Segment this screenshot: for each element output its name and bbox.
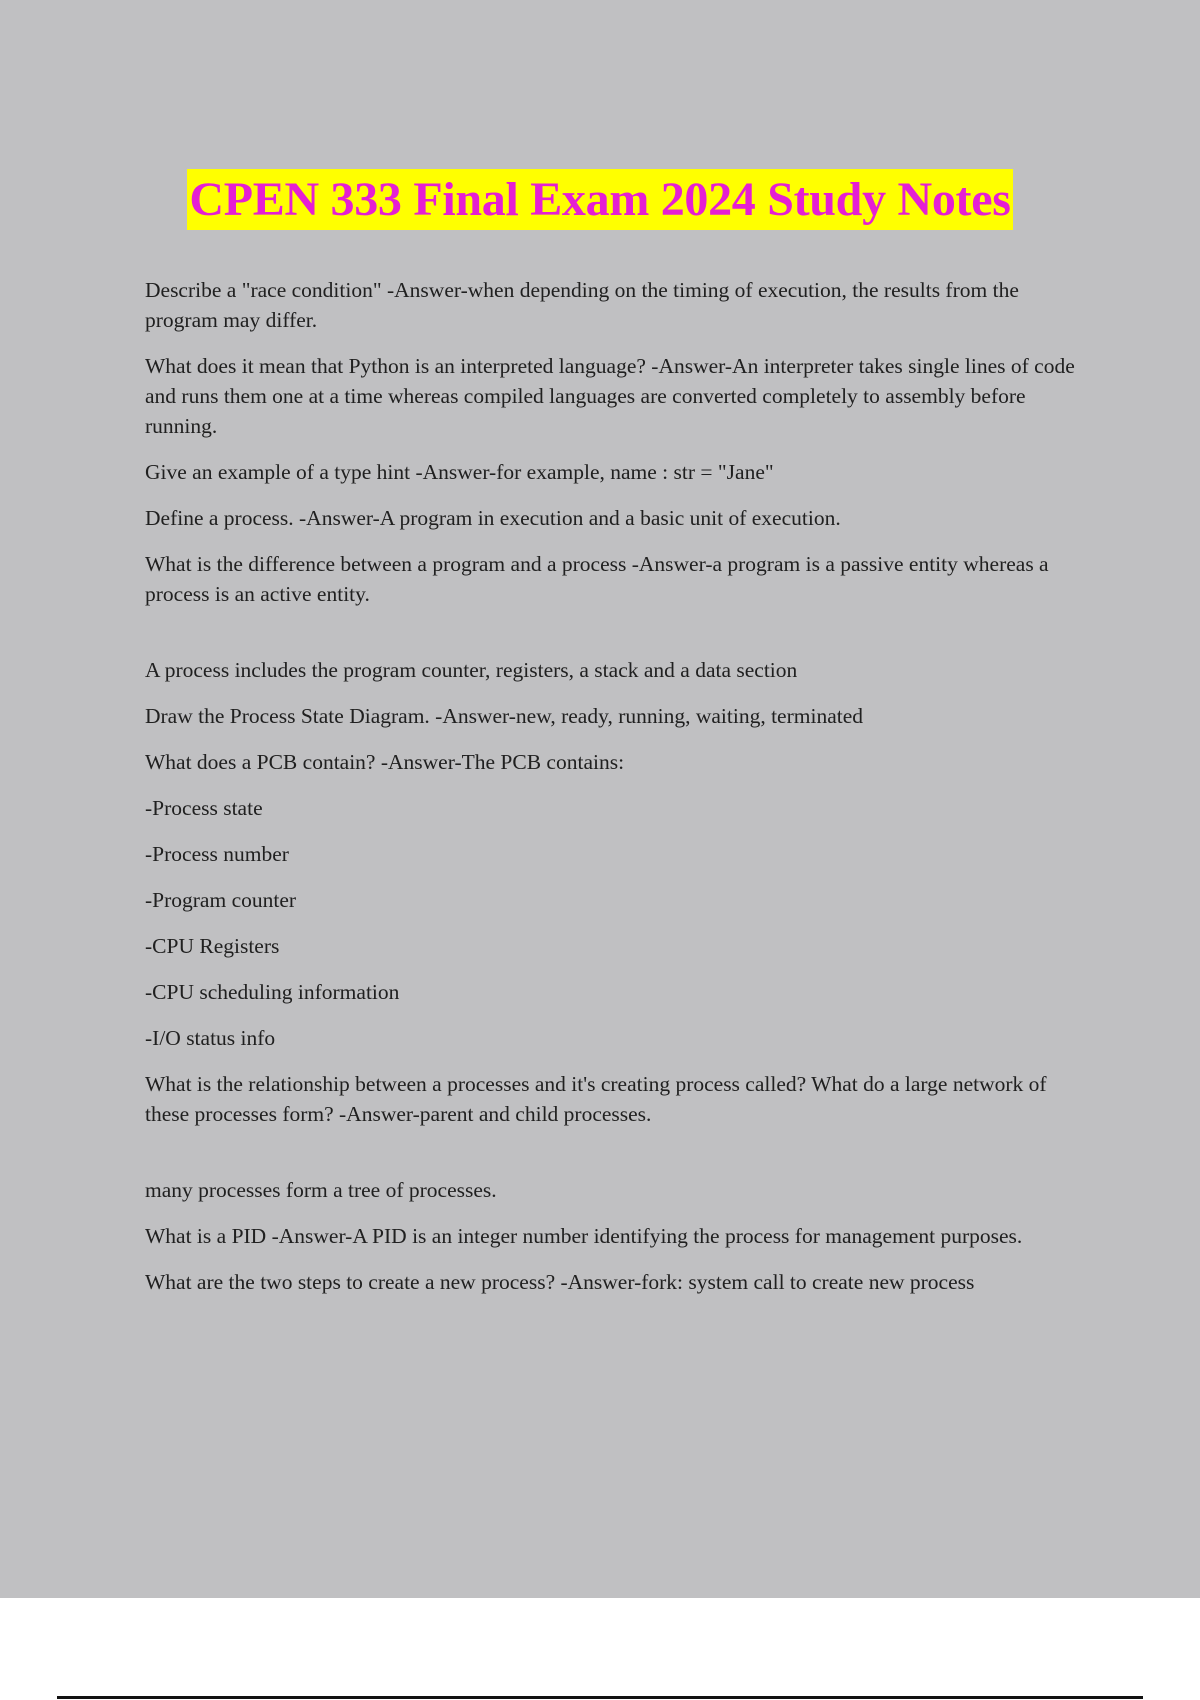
- pcb-list-item: -CPU Registers: [145, 934, 280, 958]
- note-pid: What is a PID -Answer-A PID is an integer number identifying the process for management purposes.: [145, 1224, 1023, 1248]
- note-interpreted-language: What does it mean that Python is an interpreted language? -Answer-An interpreter takes single lines of code and runs them one at a time whereas compiled languages are converted completely to assembly before running.: [145, 354, 1075, 438]
- note-process-includes: A process includes the program counter, registers, a stack and a data section: [145, 658, 798, 682]
- pcb-list-item: -Program counter: [145, 888, 297, 912]
- note-parent-child: What is the relationship between a processes and it's creating process called? What do a large network of these processes form? -Answer-parent and child processes.: [145, 1072, 1047, 1126]
- note-race-condition: Describe a "race condition" -Answer-when depending on the timing of execution, the results from the program may differ.: [145, 278, 1019, 332]
- note-create-process: What are the two steps to create a new process? -Answer-fork: system call to create new process: [145, 1270, 975, 1294]
- title-container: [0, 169, 1200, 230]
- pcb-list-item: -CPU scheduling information: [145, 980, 400, 1004]
- pcb-list-item: -Process state: [145, 796, 263, 820]
- note-type-hint: Give an example of a type hint -Answer-for example, name : str = "Jane": [145, 460, 774, 484]
- note-process-tree: many processes form a tree of processes.: [145, 1178, 497, 1202]
- spacer: [145, 1145, 1090, 1175]
- note-program-vs-process: What is the difference between a program and a process -Answer-a program is a passive entity whereas a process is an active entity.: [145, 552, 1049, 606]
- note-define-process: Define a process. -Answer-A program in execution and a basic unit of execution.: [145, 506, 841, 530]
- document-title: CPEN 333 Final Exam 2024 Study Notes: [187, 169, 1012, 230]
- note-process-state-diagram: Draw the Process State Diagram. -Answer-new, ready, running, waiting, terminated: [145, 704, 864, 728]
- spacer: [145, 625, 1090, 655]
- pcb-list-item: -Process number: [145, 842, 289, 866]
- notes-body: [145, 275, 1090, 1313]
- footer-divider: [57, 1696, 1143, 1699]
- pcb-list-item: -I/O status info: [145, 1026, 276, 1050]
- note-pcb-contains: What does a PCB contain? -Answer-The PCB contains:: [145, 750, 625, 774]
